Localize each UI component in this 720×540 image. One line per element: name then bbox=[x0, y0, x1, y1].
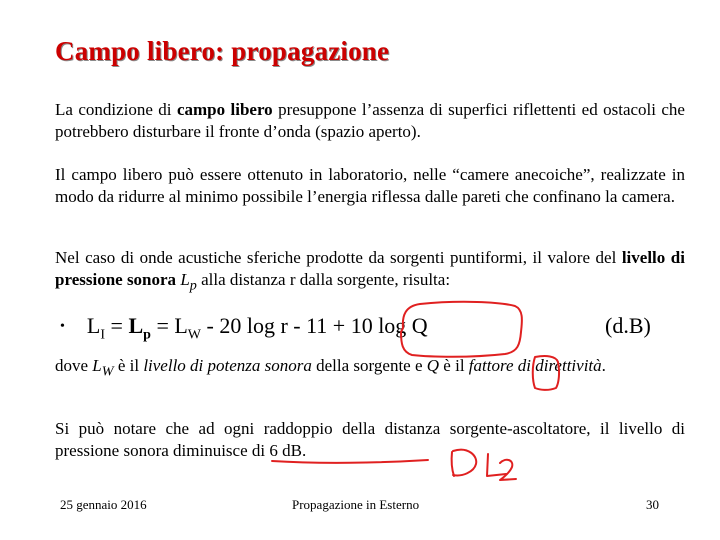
eq-li-letter: L bbox=[86, 313, 101, 338]
p3-var-sub: p bbox=[189, 277, 197, 294]
eq-rest: - 20 log r - 11 + 10 log Q bbox=[201, 313, 428, 338]
p3-var-letter: L bbox=[180, 270, 190, 289]
footer-page-number: 30 bbox=[646, 497, 659, 512]
p5-var-q: Q bbox=[426, 356, 440, 375]
p5-var-lw bbox=[92, 356, 114, 380]
annotation-handwriting-2 bbox=[500, 460, 516, 480]
p5-italic-power-level: livello di potenza sonora bbox=[143, 356, 312, 375]
p5-text-post: . bbox=[601, 356, 606, 375]
p5-text-mid1: è il bbox=[113, 356, 144, 375]
p3-text-post: alla distanza r dalla sorgente, risulta: bbox=[196, 270, 451, 289]
footer-course: Propagazione in Esterno bbox=[292, 497, 420, 512]
eq-equals-lw: = L bbox=[150, 313, 188, 338]
paragraph-where bbox=[55, 355, 685, 382]
p1-text-pre: La condizione di bbox=[55, 100, 177, 119]
eq-li-sub: I bbox=[100, 327, 106, 343]
p3-bold-term: livello di pressione sonora bbox=[55, 248, 685, 289]
p5-text-mid2: della sorgente e bbox=[311, 356, 427, 375]
eq-lp-letter: L bbox=[128, 313, 144, 338]
p5-text-pre: dove bbox=[55, 356, 93, 375]
eq-lp-sub: p bbox=[143, 327, 151, 343]
p3-var-lp bbox=[180, 270, 197, 294]
p5-italic-directivity: fattore di direttività bbox=[468, 356, 602, 375]
p3-text-pre: Nel caso di onde acustiche sferiche prodotte da sorgenti puntiformi, il valore del bbox=[55, 248, 622, 267]
eq-lp bbox=[128, 313, 151, 343]
paragraph-free-field bbox=[55, 99, 685, 143]
paragraph-doubling: Si può notare che ad ogni raddoppio della distanza sorgente-ascoltatore, il livello di pressione sonora diminuisce di 6 dB. bbox=[55, 419, 685, 460]
paragraph-spherical-waves bbox=[55, 247, 685, 296]
slide-title: Campo libero: propagazione bbox=[55, 36, 390, 66]
eq-li bbox=[86, 313, 106, 343]
p5-var-letter: L bbox=[92, 356, 102, 375]
footer-date: 25 gennaio 2016 bbox=[60, 497, 147, 512]
p5-text-mid3: è il bbox=[439, 356, 469, 375]
p1-text-post: presuppone l’assenza di superfici riflettenti ed ostacoli che potrebbero disturbare il fronte d’onda (spazio aperto). bbox=[55, 100, 685, 141]
equation-line bbox=[60, 313, 428, 343]
p1-bold-term: campo libero bbox=[176, 100, 273, 119]
paragraph-anechoic: Il campo libero può essere ottenuto in laboratorio, nelle “camere anecoiche”, realizzate in modo da ridurre al minimo possibile l’energia riflessa dalle pareti che confinano la camera. bbox=[55, 165, 685, 206]
p5-var-sub: W bbox=[101, 363, 114, 380]
eq-lw-sub: W bbox=[187, 327, 202, 343]
equation-unit: (d.B) bbox=[605, 313, 651, 338]
eq-equals-1: = bbox=[105, 313, 129, 338]
bullet-icon: • bbox=[60, 319, 65, 334]
